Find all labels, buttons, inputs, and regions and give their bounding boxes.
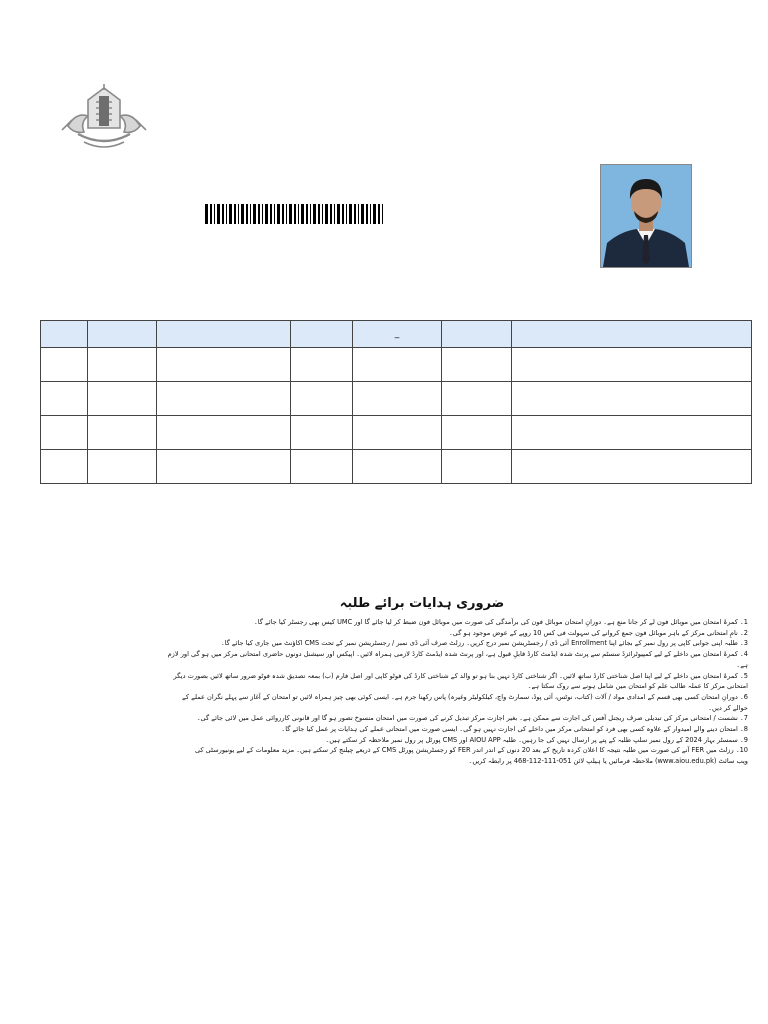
instructions-title: ضروری ہدایات برائے طلبہ — [339, 596, 505, 611]
table-cell — [442, 416, 512, 450]
table-cell — [442, 348, 512, 382]
instruction-line: 7۔ نشست / امتحانی مرکز کی تبدیلی صرف ریجنل آفس کی اجازت سے ممکن ہے۔ بغیر اجازت مرکز تبدیل کرنے کی صورت میں امتحان منسوخ تصور ہو گا اور قانونی کارروائی عمل میں لائی جائے گی۔ — [196, 714, 748, 723]
table-cell — [157, 348, 291, 382]
barcode — [205, 204, 385, 224]
table-cell — [512, 416, 752, 450]
table-header-cell: _ — [353, 321, 442, 348]
student-photo — [600, 164, 692, 268]
table-cell — [353, 382, 442, 416]
table-cell — [291, 416, 353, 450]
table-cell — [88, 416, 157, 450]
table-cell — [88, 348, 157, 382]
table-cell — [157, 450, 291, 484]
table-cell — [157, 382, 291, 416]
table-header-row — [41, 321, 752, 348]
table-cell — [353, 416, 442, 450]
instruction-line: ویب سائٹ (www.aiou.edu.pk) ملاحظہ فرمائیں یا ہیلپ لائن 051-111-112-468 پر رابطہ کریں۔ — [468, 757, 748, 766]
instruction-line: حوالے کر دیں۔ — [708, 703, 748, 712]
table-row — [41, 416, 752, 450]
table-header-cell — [512, 321, 752, 348]
table-cell — [512, 348, 752, 382]
table-cell — [41, 348, 88, 382]
instructions-section — [96, 596, 748, 767]
table-row — [41, 382, 752, 416]
table-row — [41, 348, 752, 382]
table-cell — [291, 382, 353, 416]
table-cell — [41, 416, 88, 450]
table-cell — [41, 450, 88, 484]
exam-schedule-table — [40, 320, 752, 484]
table-cell — [442, 450, 512, 484]
table-cell — [353, 450, 442, 484]
table-cell — [88, 450, 157, 484]
instruction-line: ہے۔ — [736, 660, 748, 669]
instruction-line: 4۔ کمرۂ امتحان میں داخلے کے لیے کمپیوٹرائزڈ سسٹم سے پرنٹ شدہ ایڈمٹ کارڈ قابلِ قبول ہے، اور پرنٹ شدہ ایڈمٹ کارڈ لازمی ہمراہ لائیں۔ اپیکس اور سیشنل دونوں حاضری امتحانی مرکز میں ہو گی اور لازم — [167, 650, 748, 659]
table-cell — [157, 416, 291, 450]
instruction-line: 3۔ طلبہ اپنی جوابی کاپی پر رول نمبر کے بجائے اپنا Enrollment آئی ڈی / رجسٹریشن نمبر درج کریں۔ رزلٹ صرف آئی ڈی نمبر / رجسٹریشن نمبر کے تحت CMS اکاؤنٹ میں جاری کیا جائے گا۔ — [220, 639, 748, 648]
table-cell — [88, 382, 157, 416]
instruction-line: 8۔ امتحان دینے والے امیدوار کے علاوہ کسی بھی فرد کو امتحانی مرکز میں داخلے کی اجازت نہیں ہو گی۔ ایسی صورت میں امتحانی عملے کی ہدایات پر عمل کیا جائے گا۔ — [281, 725, 748, 734]
instruction-line: 9۔ سمسٹر بہار 2024 کے رول نمبر سلپ طلبہ کے پتے پر ارسال نہیں کی جا رہیں۔ طلبہ AIOU APP اور CMS پورٹل پر رول نمبر ملاحظہ کر سکتے ہیں۔ — [325, 735, 748, 744]
university-logo-emblem — [58, 82, 150, 154]
instruction-line: 1۔ کمرۂ امتحان میں موبائل فون لے کر جانا منع ہے۔ دورانِ امتحان موبائل فون کی برآمدگی کی صورت میں موبائل فون ضبط کر لیا جائے گا اور UMC کیس بھی رجسٹر کیا جائے گا۔ — [253, 618, 748, 626]
table-cell — [512, 450, 752, 484]
instruction-line: 5۔ کمرۂ امتحان میں داخلے کے لیے اپنا اصل شناختی کارڈ ساتھ لائیں۔ اگر شناختی کارڈ نہیں بنا ہو تو والد کے شناختی کارڈ کی فوٹو کاپی اور اصل فارم (ب) بمعہ تصدیق شدہ فوٹو ضرور ساتھ لائیں بصورت دیگر — [173, 671, 748, 680]
table-row — [41, 450, 752, 484]
table-header-cell — [41, 321, 88, 348]
table-header-cell — [442, 321, 512, 348]
table-cell — [512, 382, 752, 416]
instruction-line: 10۔ رزلٹ میں FER آنے کی صورت میں طلبہ نتیجہ کا اعلان کردہ تاریخ کے بعد 20 دنوں کے اندر اندر FER کو رجسٹریشن پورٹل CMS کے ذریعے چیلنج کر سکتے ہیں۔ مزید معلومات کے لیے یونیورسٹی کی — [194, 746, 748, 755]
instruction-line: 2۔ نامِ امتحانی مرکز کے باہر موبائل فون جمع کروانے کی سہولت فی کس 10 روپے کے عوض موجود ہو گی۔ — [448, 628, 748, 637]
instruction-line: امتحانی مرکز کا عملہ طالب علم کو امتحان میں شامل ہونے سے روک سکتا ہے۔ — [527, 682, 748, 691]
table-cell — [291, 348, 353, 382]
table-header-cell — [157, 321, 291, 348]
table-cell — [442, 382, 512, 416]
table-header-cell — [88, 321, 157, 348]
table-header-cell — [291, 321, 353, 348]
instruction-line: 6۔ دورانِ امتحان کسی بھی قسم کے امدادی مواد / آلات (کتاب، نوٹس، آئی پوڈ، سمارٹ واچ، کیلکولیٹر وغیرہ) پاس رکھنا جرم ہے۔ ایسی کوئی بھی چیز ہمراہ لائیں تو امتحان کے آغاز سے پہلے نگران عملے کے — [182, 692, 748, 701]
table-cell — [41, 382, 88, 416]
table-cell — [353, 348, 442, 382]
table-cell — [291, 450, 353, 484]
